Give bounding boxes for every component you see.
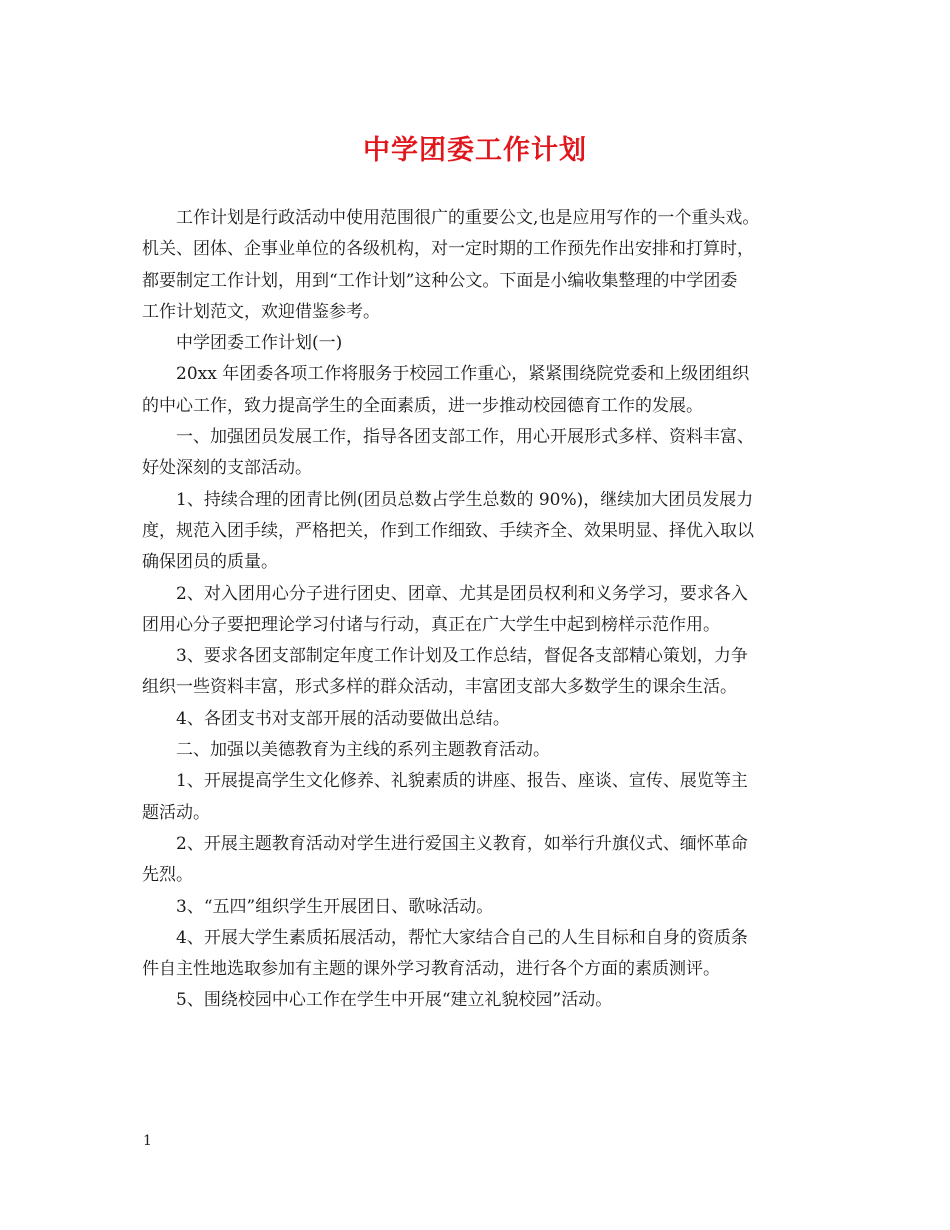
paragraph: 1、开展提高学生文化修养、礼貌素质的讲座、报告、座谈、宣传、展览等主 题活动。 [142,771,748,823]
paragraph: 一、加强团员发展工作，指导各团支部工作，用心开展形式多样、资料丰富、 好处深刻的支部活动。 [142,427,754,479]
paragraph: 2、开展主题教育活动对学生进行爱国主义教育，如举行升旗仪式、缅怀革命 先烈。 [142,833,748,886]
paragraph: 2、对入团用心分子进行团史、团章、尤其是团员权利和义务学习，要求各入 团用心分子要把理论学习付诸与行动，真正在广大学生中起到榜样示范作用。 [142,583,748,635]
paragraph: 工作计划是行政活动中使用范围很广的重要公文,也是应用写作的一个重头戏。 机关、团体、企事业单位的各级机构，对一定时期的工作预先作出安排和打算时， 都要制定工作计划，用到“工作计划”这种公文。下面是小编收集整理的中学团委 工作计划范文，欢迎借鉴参考。 [142,208,760,322]
paragraph: 二、加强以美德教育为主线的系列主题教育活动。 [176,740,550,761]
paragraph: 3、要求各团支部制定年度工作计划及工作总结，督促各支部精心策划，力争 组织一些资料丰富，形式多样的群众活动，丰富团支部大多数学生的课余生活。 [142,646,748,698]
paragraph: 4、开展大学生素质拓展活动，帮忙大家结合自己的人生目标和自身的资质条 件自主性地选取参加有主题的课外学习教育活动，进行各个方面的素质测评。 [142,927,748,980]
page-number: 1 [143,1133,152,1149]
paragraph: 20xx 年团委各项工作将服务于校园工作重心，紧紧围绕院党委和上级团组织 的中心工作，致力提高学生的全面素质，进一步推动校园德育工作的发展。 [142,364,750,416]
document-body [142,203,814,1017]
paragraph: 4、各团支书对支部开展的活动要做出总结。 [176,708,510,729]
paragraph: 5、围绕校园中心工作在学生中开展“建立礼貌校园”活动。 [176,990,613,1011]
paragraph: 3、“五四”组织学生开展团日、歌咏活动。 [176,896,494,917]
section-heading: 中学团委工作计划(一) [176,333,343,354]
paragraph: 1、持续合理的团青比例(团员总数占学生总数的 90%)，继续加大团员发展力 度，规范入团手续，严格把关，作到工作细致、手续齐全、效果明显、择优入取以 确保团员的质量。 [142,489,754,573]
document-title: 中学团委工作计划 [363,135,587,166]
